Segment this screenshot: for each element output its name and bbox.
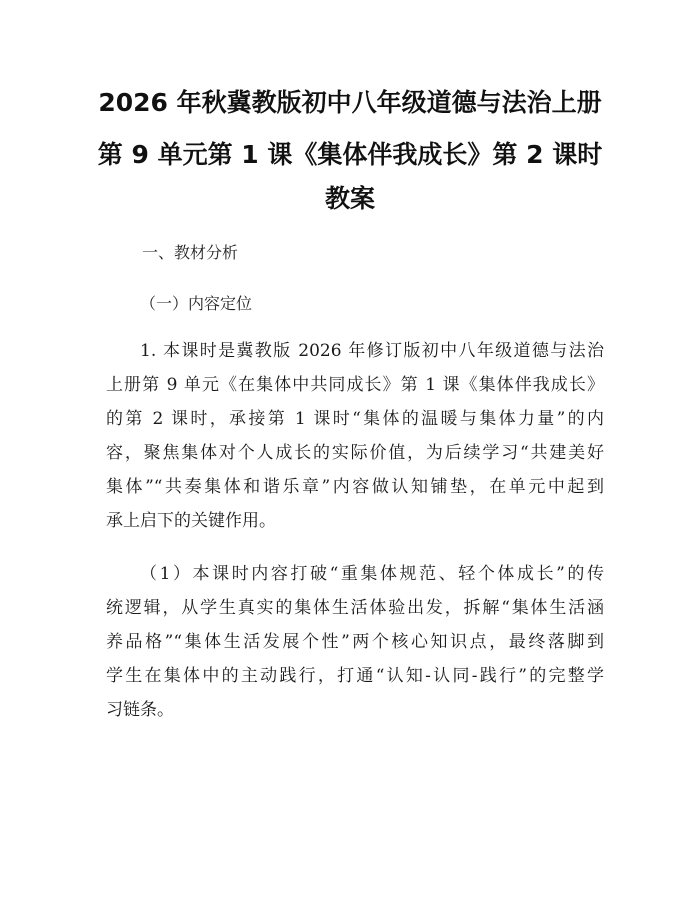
paragraph-line: 集体”“共奏集体和谐乐章”内容做认知铺垫，在单元中起到	[106, 477, 604, 497]
document-title-line-1: 2026 年秋冀教版初中八年级道德与法治上册	[98, 88, 602, 117]
paragraph-line: 养品格”“集体生活发展个性”两个核心知识点，最终落脚到	[106, 632, 604, 652]
section-heading: 一、教材分析	[142, 243, 239, 262]
paragraph-content-logic	[106, 557, 604, 727]
paragraph-line: 习链条。	[106, 700, 174, 720]
paragraph-line: 统逻辑，从学生真实的集体生活体验出发，拆解“集体生活涵	[106, 598, 604, 618]
paragraph-line: 的第 2 课时，承接第 1 课时“集体的温暖与集体力量”的内	[106, 409, 604, 429]
document-title-line-2: 第 9 单元第 1 课《集体伴我成长》第 2 课时	[97, 140, 603, 169]
subsection-heading: （一）内容定位	[140, 294, 253, 313]
paragraph-line: 容，聚焦集体对个人成长的实际价值，为后续学习“共建美好	[106, 443, 604, 463]
paragraph-line: 1. 本课时是冀教版 2026 年修订版初中八年级道德与法治	[140, 341, 604, 361]
paragraph-line: （1）本课时内容打破“重集体规范、轻个体成长”的传	[140, 564, 604, 584]
paragraph-content-positioning	[106, 334, 604, 538]
paragraph-line: 上册第 9 单元《在集体中共同成长》第 1 课《集体伴我成长》	[106, 375, 604, 395]
paragraph-line: 学生在集体中的主动践行，打通“认知-认同-践行”的完整学	[106, 666, 604, 686]
paragraph-line: 承上启下的关键作用。	[106, 511, 276, 531]
document-title-line-3: 教案	[324, 184, 375, 213]
